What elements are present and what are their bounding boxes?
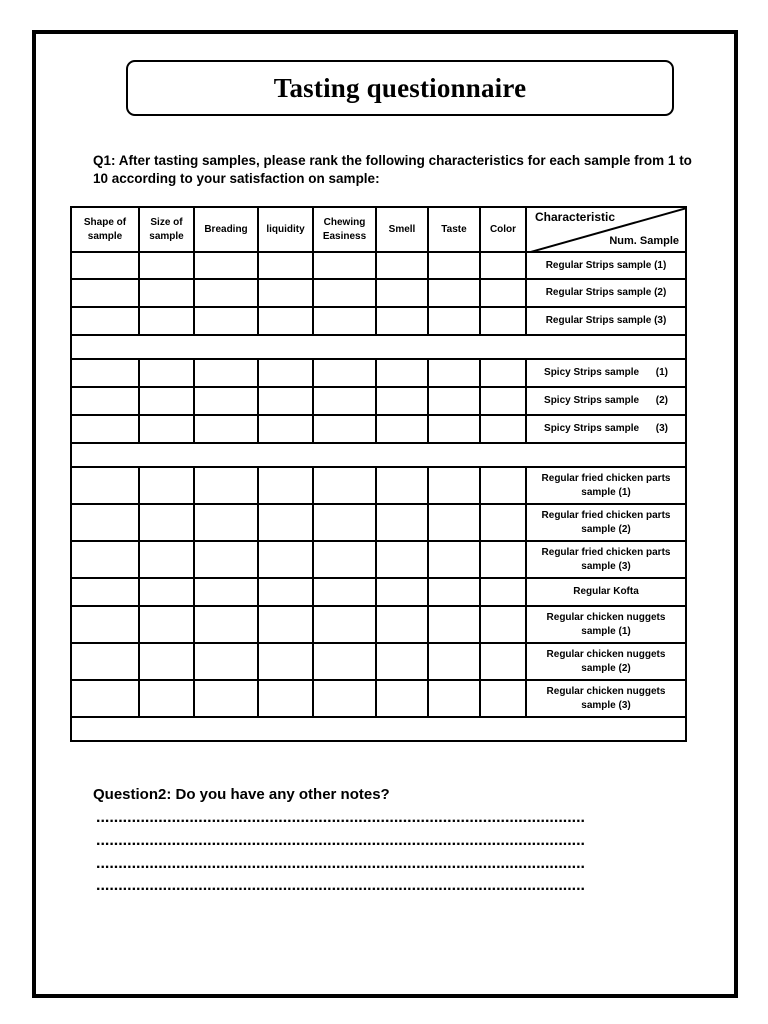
sample-row [71, 387, 686, 415]
rating-cell[interactable] [71, 307, 139, 335]
sample-label: Regular Strips sample (3) [526, 307, 686, 335]
rating-cell[interactable] [376, 279, 428, 307]
column-header: Breading [194, 207, 258, 252]
column-header: Chewing Easiness [313, 207, 376, 252]
rating-cell[interactable] [376, 387, 428, 415]
rating-cell[interactable] [480, 578, 526, 606]
sample-row [71, 643, 686, 680]
rating-cell[interactable] [258, 643, 313, 680]
rating-cell[interactable] [71, 541, 139, 578]
rating-cell[interactable] [480, 643, 526, 680]
rating-cell[interactable] [71, 415, 139, 443]
rating-cell[interactable] [313, 387, 376, 415]
rating-table [70, 206, 687, 742]
separator-cell [71, 443, 686, 467]
rating-cell[interactable] [71, 252, 139, 279]
rating-cell[interactable] [428, 279, 480, 307]
sample-label: Spicy Strips sample (2) [526, 387, 686, 415]
rating-cell[interactable] [313, 252, 376, 279]
rating-cell[interactable] [428, 415, 480, 443]
rating-cell[interactable] [71, 606, 139, 643]
rating-cell[interactable] [71, 680, 139, 717]
sample-row [71, 606, 686, 643]
rating-cell[interactable] [313, 643, 376, 680]
rating-cell[interactable] [139, 680, 194, 717]
rating-cell[interactable] [258, 415, 313, 443]
rating-cell[interactable] [139, 252, 194, 279]
rating-cell[interactable] [376, 307, 428, 335]
sample-label: Regular fried chicken parts sample (2) [526, 504, 686, 541]
column-header: liquidity [258, 207, 313, 252]
sample-row [71, 279, 686, 307]
rating-cell[interactable] [376, 680, 428, 717]
rating-cell[interactable] [258, 252, 313, 279]
rating-cell[interactable] [139, 606, 194, 643]
answer-line[interactable]: .............................................................................................................. [96, 810, 585, 826]
rating-cell[interactable] [139, 643, 194, 680]
rating-cell[interactable] [313, 279, 376, 307]
rating-cell[interactable] [313, 578, 376, 606]
separator-row [71, 335, 686, 359]
rating-cell[interactable] [194, 387, 258, 415]
sample-label: Regular Kofta [526, 578, 686, 606]
rating-cell[interactable] [139, 541, 194, 578]
rating-cell[interactable] [376, 541, 428, 578]
rating-cell[interactable] [194, 252, 258, 279]
question-2-text: Question2: Do you have any other notes? [93, 786, 390, 803]
page-title: Tasting questionnaire [273, 72, 527, 103]
rating-cell[interactable] [480, 541, 526, 578]
rating-cell[interactable] [480, 307, 526, 335]
rating-cell[interactable] [480, 467, 526, 504]
rating-cell[interactable] [313, 504, 376, 541]
rating-cell[interactable] [71, 643, 139, 680]
rating-cell[interactable] [480, 504, 526, 541]
sample-label: Regular chicken nuggets sample (2) [526, 643, 686, 680]
rating-cell[interactable] [376, 643, 428, 680]
rating-cell[interactable] [428, 307, 480, 335]
rating-cell[interactable] [313, 415, 376, 443]
sample-row [71, 307, 686, 335]
sample-row [71, 252, 686, 279]
rating-cell[interactable] [480, 680, 526, 717]
rating-cell[interactable] [313, 467, 376, 504]
rating-cell[interactable] [194, 504, 258, 541]
rating-cell[interactable] [313, 606, 376, 643]
rating-cell[interactable] [428, 680, 480, 717]
column-header: Shape of sample [71, 207, 139, 252]
sample-label: Regular fried chicken parts sample (3) [526, 541, 686, 578]
rating-cell[interactable] [428, 643, 480, 680]
sample-label: Spicy Strips sample (1) [526, 359, 686, 387]
rating-cell[interactable] [258, 279, 313, 307]
sample-label: Regular fried chicken parts sample (1) [526, 467, 686, 504]
sample-row [71, 541, 686, 578]
rating-cell[interactable] [313, 307, 376, 335]
title-box [126, 60, 674, 116]
rating-cell[interactable] [428, 578, 480, 606]
sample-row [71, 504, 686, 541]
rating-cell[interactable] [194, 578, 258, 606]
header-row [71, 207, 686, 252]
rating-cell[interactable] [258, 307, 313, 335]
sample-row [71, 415, 686, 443]
rating-cell[interactable] [139, 387, 194, 415]
rating-cell[interactable] [139, 279, 194, 307]
rating-cell[interactable] [376, 415, 428, 443]
column-header: Size of sample [139, 207, 194, 252]
rating-cell[interactable] [376, 578, 428, 606]
rating-cell[interactable] [428, 541, 480, 578]
rating-cell[interactable] [139, 504, 194, 541]
answer-line[interactable]: .............................................................................................................. [96, 878, 585, 894]
rating-cell[interactable] [194, 680, 258, 717]
characteristic-label: Characteristic [535, 210, 616, 224]
rating-cell[interactable] [480, 606, 526, 643]
rating-cell[interactable] [428, 252, 480, 279]
rating-cell[interactable] [376, 504, 428, 541]
rating-cell[interactable] [480, 415, 526, 443]
rating-cell[interactable] [258, 467, 313, 504]
rating-cell[interactable] [71, 279, 139, 307]
rating-cell[interactable] [139, 307, 194, 335]
question-1-text: Q1: After tasting samples, please rank the following characteristics for each sample from 1 to 10 according to your satisfaction on sample: [93, 153, 692, 186]
column-header: Smell [376, 207, 428, 252]
num-sample-label: Num. Sample [609, 235, 679, 247]
rating-cell[interactable] [428, 467, 480, 504]
rating-cell[interactable] [194, 467, 258, 504]
sample-row [71, 359, 686, 387]
sample-label: Regular Strips sample (1) [526, 252, 686, 279]
rating-cell[interactable] [258, 578, 313, 606]
separator-cell [71, 717, 686, 741]
rating-cell[interactable] [258, 606, 313, 643]
rating-cell[interactable] [376, 252, 428, 279]
rating-cell[interactable] [428, 504, 480, 541]
column-header: Taste [428, 207, 480, 252]
rating-cell[interactable] [194, 307, 258, 335]
separator-cell [71, 335, 686, 359]
rating-cell[interactable] [194, 606, 258, 643]
sample-label: Regular chicken nuggets sample (3) [526, 680, 686, 717]
column-header: Color [480, 207, 526, 252]
rating-cell[interactable] [480, 359, 526, 387]
sample-label: Regular chicken nuggets sample (1) [526, 606, 686, 643]
rating-cell[interactable] [71, 387, 139, 415]
rating-cell[interactable] [71, 467, 139, 504]
rating-cell[interactable] [194, 279, 258, 307]
answer-line[interactable]: .............................................................................................................. [96, 856, 585, 872]
rating-cell[interactable] [258, 541, 313, 578]
rating-cell[interactable] [313, 359, 376, 387]
rating-cell[interactable] [313, 680, 376, 717]
sample-row [71, 680, 686, 717]
rating-cell[interactable] [258, 359, 313, 387]
separator-row [71, 443, 686, 467]
sample-row [71, 578, 686, 606]
rating-cell[interactable] [71, 359, 139, 387]
rating-cell[interactable] [71, 504, 139, 541]
rating-cell[interactable] [313, 541, 376, 578]
rating-cell[interactable] [258, 504, 313, 541]
rating-cell[interactable] [258, 680, 313, 717]
rating-cell[interactable] [194, 359, 258, 387]
rating-cell[interactable] [376, 359, 428, 387]
separator-row [71, 717, 686, 741]
rating-cell[interactable] [258, 387, 313, 415]
answer-line[interactable]: .............................................................................................................. [96, 833, 585, 849]
rating-cell[interactable] [480, 279, 526, 307]
rating-cell[interactable] [194, 643, 258, 680]
rating-cell[interactable] [428, 606, 480, 643]
rating-cell[interactable] [428, 387, 480, 415]
rating-cell[interactable] [428, 359, 480, 387]
sample-row [71, 467, 686, 504]
rating-cell[interactable] [139, 467, 194, 504]
rating-cell[interactable] [194, 415, 258, 443]
rating-cell[interactable] [139, 359, 194, 387]
diagonal-header-cell [526, 207, 686, 252]
rating-cell[interactable] [139, 578, 194, 606]
rating-cell[interactable] [480, 252, 526, 279]
rating-cell[interactable] [71, 578, 139, 606]
rating-cell[interactable] [376, 606, 428, 643]
sample-label: Regular Strips sample (2) [526, 279, 686, 307]
rating-cell[interactable] [194, 541, 258, 578]
rating-cell[interactable] [139, 415, 194, 443]
sample-label: Spicy Strips sample (3) [526, 415, 686, 443]
rating-cell[interactable] [480, 387, 526, 415]
rating-cell[interactable] [376, 467, 428, 504]
